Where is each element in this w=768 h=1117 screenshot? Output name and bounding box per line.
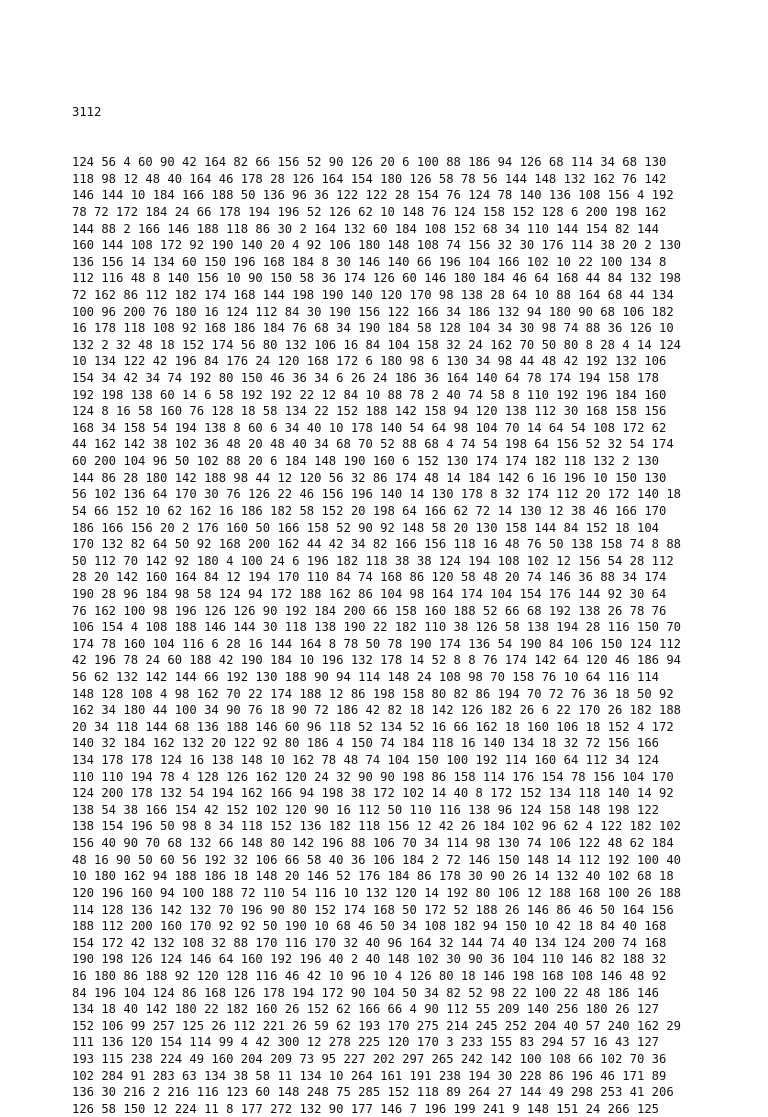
number-line: 156 40 90 70 68 132 66 148 80 142 196 88 106 70 34 114 98 130 74 106 122 48 62 184 xyxy=(72,836,674,851)
number-line: 16 178 118 108 92 168 186 184 76 68 34 190 184 58 128 104 34 30 98 74 88 36 126 10 xyxy=(72,321,674,336)
number-line: 160 144 108 172 92 190 140 20 4 92 106 180 148 108 74 156 32 30 176 114 38 20 2 130 xyxy=(72,238,682,253)
number-line: 16 180 86 188 92 120 128 116 46 42 10 96 10 4 126 80 18 146 198 168 108 146 48 92 xyxy=(72,968,667,983)
number-line: 148 128 108 4 98 162 70 22 174 188 12 86 198 158 80 82 86 194 70 72 76 36 18 50 92 xyxy=(72,686,674,701)
number-line: 126 58 150 12 224 11 8 177 272 132 90 177 146 7 196 199 241 9 148 151 24 266 125 xyxy=(72,1101,659,1116)
number-line: 140 32 184 162 132 20 122 92 80 186 4 150 74 184 118 16 140 134 18 32 72 156 166 xyxy=(72,736,659,751)
number-line: 114 128 136 142 132 70 196 90 80 152 174 168 50 172 52 188 26 146 86 46 50 164 156 xyxy=(72,902,674,917)
number-line: 138 154 196 50 98 8 34 118 152 136 182 118 156 12 42 26 184 102 96 62 4 122 182 102 xyxy=(72,819,682,834)
number-line: 111 136 120 154 114 99 4 42 300 12 278 225 120 170 3 233 155 83 294 57 16 43 127 xyxy=(72,1035,659,1050)
number-line: 170 132 82 64 50 92 168 200 162 44 42 34 82 166 156 118 16 48 76 50 138 158 74 8 88 xyxy=(72,537,682,552)
number-line: 186 166 156 20 2 176 160 50 166 158 52 90 92 148 58 20 130 158 144 84 152 18 104 xyxy=(72,520,659,535)
number-line: 54 66 152 10 62 162 16 186 182 58 152 20 198 64 166 62 72 14 130 12 38 46 166 170 xyxy=(72,503,667,518)
number-line: 106 154 4 108 188 146 144 30 118 138 190 22 182 110 38 126 58 138 194 28 116 150 70 xyxy=(72,620,682,635)
document-header: 3112 xyxy=(72,105,102,120)
number-line: 134 18 40 142 180 22 182 160 26 152 62 166 66 4 90 112 55 209 140 256 180 26 127 xyxy=(72,1002,659,1017)
number-line: 193 115 238 224 49 160 204 209 73 95 227 202 297 265 242 142 100 108 66 102 70 36 xyxy=(72,1052,667,1067)
number-line: 144 86 28 180 142 188 98 44 12 120 56 32 86 174 48 14 184 142 6 16 196 10 150 130 xyxy=(72,470,667,485)
number-line: 60 200 104 96 50 102 88 20 6 184 148 190 160 6 152 130 174 174 182 118 132 2 130 xyxy=(72,454,659,469)
number-line: 10 134 122 42 196 84 176 24 120 168 172 6 180 98 6 130 34 98 44 48 42 192 132 106 xyxy=(72,354,667,369)
number-listing xyxy=(72,71,681,1117)
number-line: 174 78 160 104 116 6 28 16 144 164 8 78 50 78 190 174 136 54 190 84 106 150 124 112 xyxy=(72,636,682,651)
number-line: 44 162 142 38 102 36 48 20 48 40 34 68 70 52 88 68 4 74 54 198 64 156 52 32 54 174 xyxy=(72,437,674,452)
number-line: 28 20 142 160 164 84 12 194 170 110 84 74 168 86 120 58 48 20 74 146 36 88 34 174 xyxy=(72,570,667,585)
number-line: 20 34 118 144 68 136 188 146 60 96 118 52 134 52 16 66 162 18 160 106 18 152 4 172 xyxy=(72,719,674,734)
number-line: 138 54 38 166 154 42 152 102 120 90 16 112 50 110 116 138 96 124 158 148 198 122 xyxy=(72,802,659,817)
number-line: 48 16 90 50 60 56 192 32 106 66 58 40 36 106 184 2 72 146 150 148 14 112 192 100 40 xyxy=(72,852,682,867)
number-line: 190 28 96 184 98 58 124 94 172 188 162 86 104 98 164 174 104 154 176 144 92 30 64 xyxy=(72,586,667,601)
number-line: 192 198 138 60 14 6 58 192 192 22 12 84 10 88 78 2 40 74 58 8 110 192 196 184 160 xyxy=(72,387,667,402)
number-line: 136 30 216 2 216 116 123 60 148 248 75 285 152 118 89 264 27 144 49 298 253 41 206 xyxy=(72,1085,674,1100)
number-line: 154 34 42 34 74 192 80 150 46 36 34 6 26 24 186 36 164 140 64 78 174 194 158 178 xyxy=(72,371,659,386)
number-line: 152 106 99 257 125 26 112 221 26 59 62 193 170 275 214 245 252 204 40 57 240 162 29 xyxy=(72,1018,682,1033)
number-line: 168 34 158 54 194 138 8 60 6 34 40 10 178 140 54 64 98 104 70 14 64 54 108 172 62 xyxy=(72,420,667,435)
number-line: 136 156 14 134 60 150 196 168 184 8 30 146 140 66 196 104 166 102 10 22 100 134 8 xyxy=(72,254,667,269)
number-line: 76 162 100 98 196 126 126 90 192 184 200 66 158 160 188 52 66 68 192 138 26 78 76 xyxy=(72,603,667,618)
number-line: 120 196 160 94 100 188 72 110 54 116 10 132 120 14 192 80 106 12 188 168 100 26 188 xyxy=(72,885,682,900)
number-line: 84 196 104 124 86 168 126 178 194 172 90 104 50 34 82 52 98 22 100 22 48 186 146 xyxy=(72,985,659,1000)
number-line: 72 162 86 112 182 174 168 144 198 190 140 120 170 98 138 28 64 10 88 164 68 44 134 xyxy=(72,287,674,302)
number-line: 124 200 178 132 54 194 162 166 94 198 38 172 102 14 40 8 172 152 134 118 140 14 92 xyxy=(72,786,674,801)
number-line: 42 196 78 24 60 188 42 190 184 10 196 132 178 14 52 8 8 76 174 142 64 120 46 186 94 xyxy=(72,653,682,668)
number-line: 78 72 172 184 24 66 178 194 196 52 126 62 10 148 76 124 158 152 128 6 200 198 162 xyxy=(72,204,667,219)
number-line: 162 34 180 44 100 34 90 76 18 90 72 186 42 82 18 142 126 182 26 6 22 170 26 182 188 xyxy=(72,703,682,718)
number-line: 100 96 200 76 180 16 124 112 84 30 190 156 122 166 34 186 132 94 180 90 68 106 182 xyxy=(72,304,674,319)
number-line: 124 8 16 58 160 76 128 18 58 134 22 152 188 142 158 94 120 138 112 30 168 158 156 xyxy=(72,404,667,419)
number-line: 144 88 2 166 146 188 118 86 30 2 164 132 60 184 108 152 68 34 110 144 154 82 144 xyxy=(72,221,659,236)
number-line: 112 116 48 8 140 156 10 90 150 58 36 174 126 60 146 180 184 46 64 168 44 84 132 198 xyxy=(72,271,682,286)
number-line: 110 110 194 78 4 128 126 162 120 24 32 90 90 198 86 158 114 176 154 78 156 104 170 xyxy=(72,769,674,784)
number-line: 146 144 10 184 166 188 50 136 96 36 122 122 28 154 76 124 78 140 136 108 156 4 192 xyxy=(72,188,674,203)
number-line: 124 56 4 60 90 42 164 82 66 156 52 90 126 20 6 100 88 186 94 126 68 114 34 68 130 xyxy=(72,155,667,170)
number-line: 102 284 91 283 63 134 38 58 11 134 10 264 161 191 238 194 30 228 86 196 46 171 89 xyxy=(72,1068,667,1083)
number-line: 50 112 70 142 92 180 4 100 24 6 196 182 118 38 38 124 194 108 102 12 156 54 28 112 xyxy=(72,553,674,568)
number-line: 188 112 200 160 170 92 92 50 190 10 68 46 50 34 108 182 94 150 10 42 18 84 40 168 xyxy=(72,919,667,934)
number-line: 154 172 42 132 108 32 88 170 116 170 32 40 96 164 32 144 74 40 134 124 200 74 168 xyxy=(72,935,667,950)
number-line: 190 198 126 124 146 64 160 192 196 40 2 40 148 102 30 90 36 104 110 146 82 188 32 xyxy=(72,952,667,967)
number-line: 56 62 132 142 144 66 192 130 188 90 94 114 148 24 108 98 70 158 76 10 64 116 114 xyxy=(72,670,659,684)
number-line: 134 178 178 124 16 138 148 10 162 78 48 74 104 150 100 192 114 160 64 112 34 124 xyxy=(72,753,659,768)
number-line: 10 180 162 94 188 186 18 148 20 146 52 176 184 86 178 30 90 26 14 132 40 102 68 18 xyxy=(72,869,674,884)
number-line: 56 102 136 64 170 30 76 126 22 46 156 196 140 14 130 178 8 32 174 112 20 172 140 18 xyxy=(72,487,682,502)
number-line: 118 98 12 48 40 164 46 178 28 126 164 154 180 126 58 78 56 144 148 132 162 76 142 xyxy=(72,171,667,186)
number-line: 132 2 32 48 18 152 174 56 80 132 106 16 84 104 158 32 24 162 70 50 80 8 28 4 14 124 xyxy=(72,337,682,352)
